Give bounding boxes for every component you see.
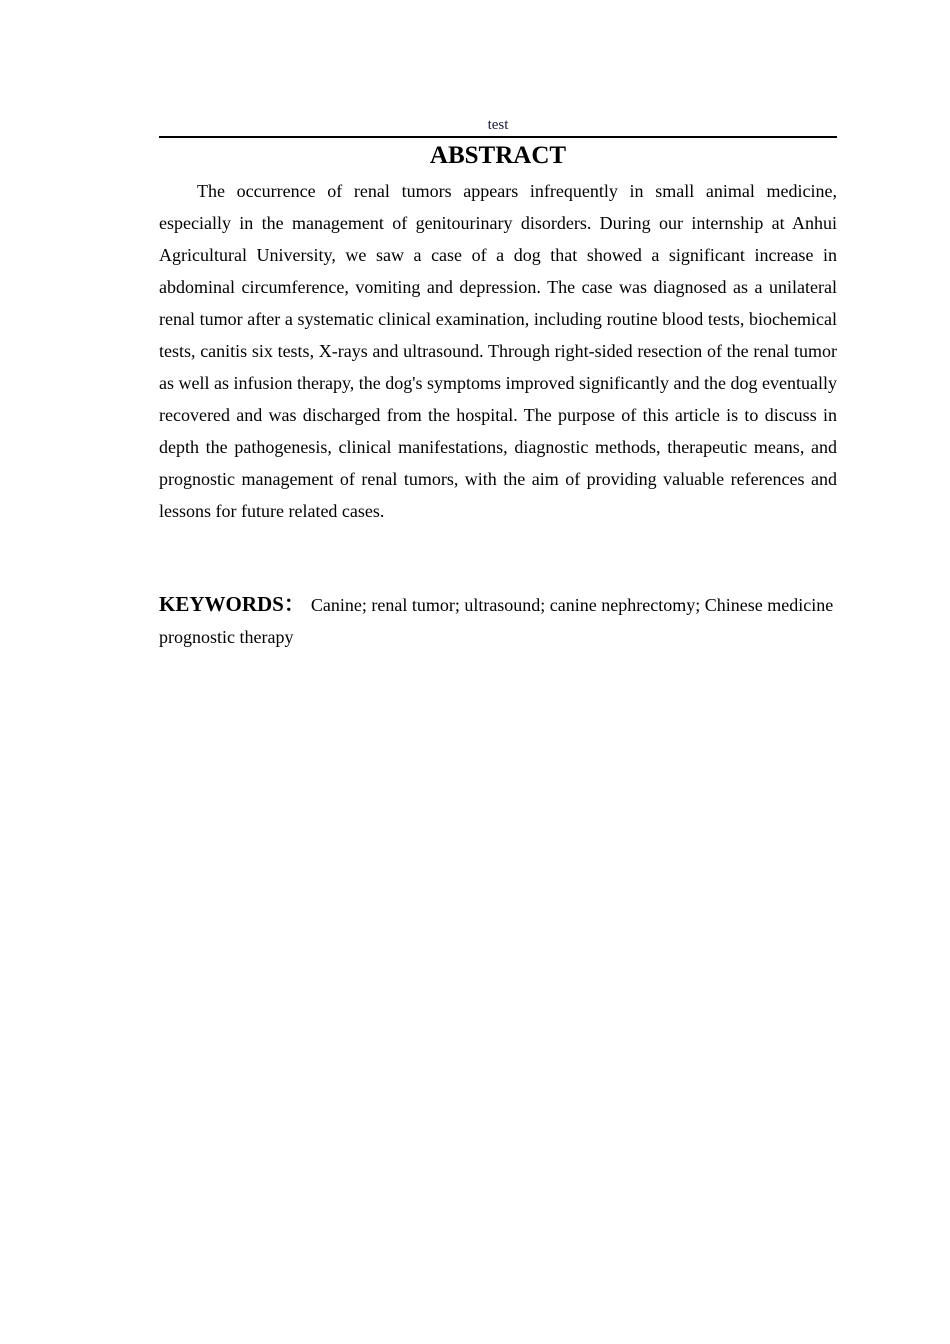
keywords-label: KEYWORDS： [159,592,305,616]
running-header: test [487,117,509,133]
abstract-paragraph: The occurrence of renal tumors appears infrequently in small animal medicine, especially in the management of genitourinary disorders. During our internship at Anhui Agricultural University, we saw a case of a dog that showed a significant increase in abdominal circumference, vomiting and depression. The case was diagnosed as a unilateral renal tumor after a systematic clinical examination, including routine blood tests, biochemical tests, canitis six tests, X-rays and ultrasound. Through right-sided resection of the renal tumor as well as infusion therapy, the dog's symptoms improved significantly and the dog eventually recovered and was discharged from the hospital. The purpose of this article is to discuss in depth the pathogenesis, clinical manifestations, diagnostic methods, therapeutic means, and prognostic management of renal tumors, with the aim of providing valuable references and lessons for future related cases. [159,181,837,521]
abstract-title: ABSTRACT [429,142,567,169]
keywords-section [159,588,837,653]
keywords-text: Canine; renal tumor; ultrasound; canine nephrectomy; Chinese medicine prognostic therapy [159,595,834,647]
header-rule [159,136,837,138]
